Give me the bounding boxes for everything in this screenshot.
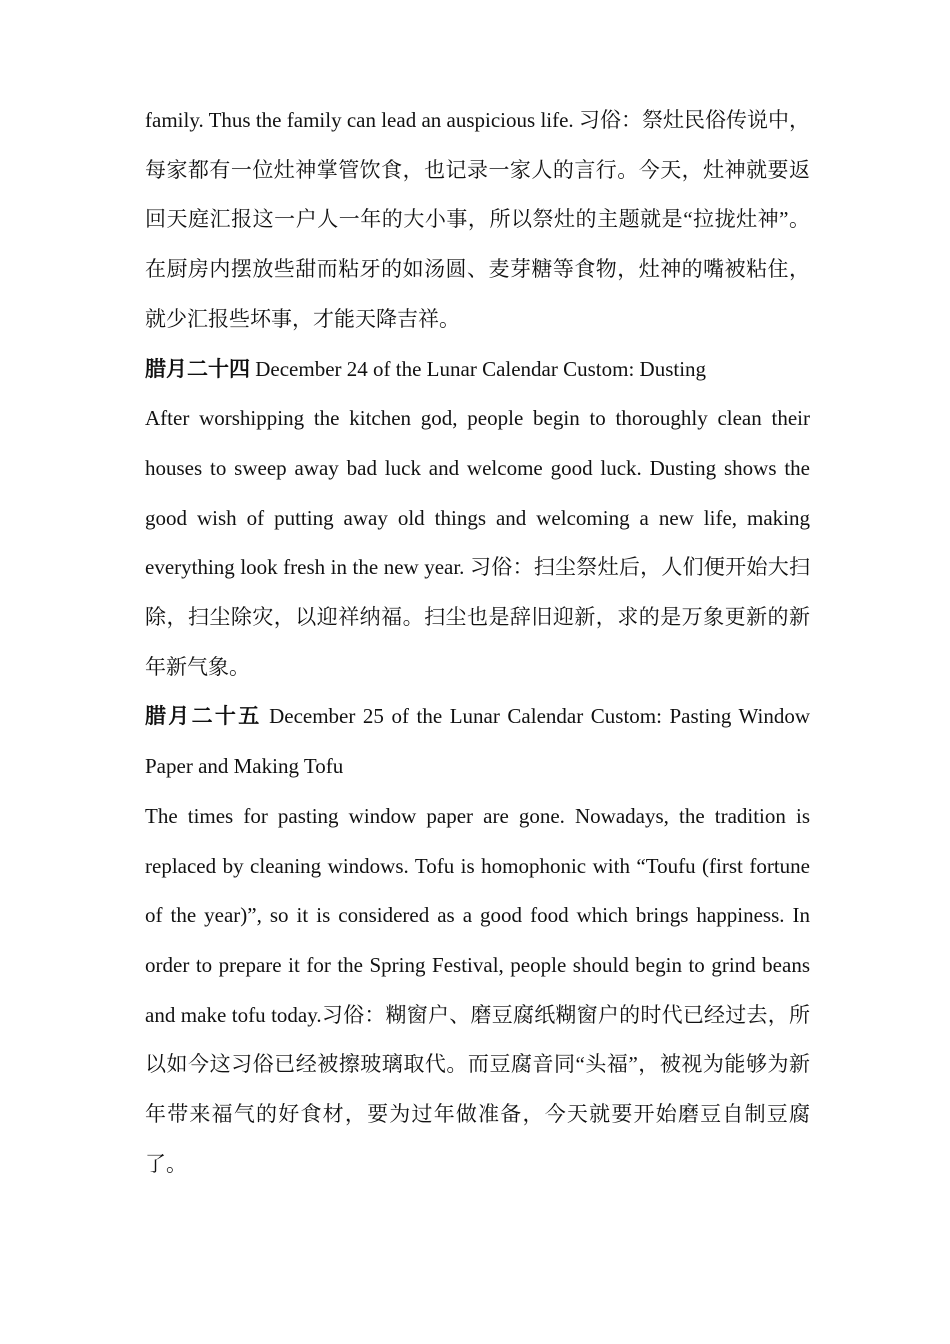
paragraph-kitchen-god: family. Thus the family can lead an auspicious life. 习俗：祭灶民俗传说中，每家都有一位灶神掌管饮食，也记录一家人的言行。今天，灶神就要返回天庭汇报这一户人一年的大小事，所以祭灶的主题就是“拉拢灶神”。在厨房内摆放些甜而粘牙的如汤圆、麦芽糖等食物，灶神的嘴被粘住，就少汇报些坏事，才能天降吉祥。 [145,108,810,331]
heading-december-25 [145,692,810,791]
paragraph-dusting: After worshipping the kitchen god, people begin to thoroughly clean their houses to sweep away bad luck and welcome good luck. Dusting shows the good wish of putting away old things and welcoming a new life, making everything look fresh in the new year. 习俗：扫尘祭灶后，人们便开始大扫除，扫尘除灾，以迎祥纳福。扫尘也是辞旧迎新，求的是万象更新的新年新气象。 [145,406,810,679]
paragraph-window-paper-tofu: The times for pasting window paper are gone. Nowadays, the tradition is replaced by cleaning windows. Tofu is homophonic with “Toufu (first fortune of the year)”, so it is considered as a good food which brings happiness. In order to prepare it for the Spring Festival, people should begin to grind beans and make tofu today.习俗：糊窗户、磨豆腐纸糊窗户的时代已经过去，所以如今这习俗已经被擦玻璃取代。而豆腐音同“头福”，被视为能够为新年带来福气的好食材，要为过年做准备，今天就要开始磨豆自制豆腐了。 [145,803,810,1176]
body-text [145,96,810,1189]
heading-december-24-en: December 24 of the Lunar Calendar Custom: Dusting [250,356,707,381]
heading-december-24-zh: 腊月二十四 [145,356,250,381]
heading-december-24 [145,345,810,395]
heading-december-25-zh: 腊月二十五 [145,704,262,729]
heading-december-25-en: December 25 of the Lunar Calendar Custom: Pasting Window Paper and Making Tofu [145,704,811,779]
